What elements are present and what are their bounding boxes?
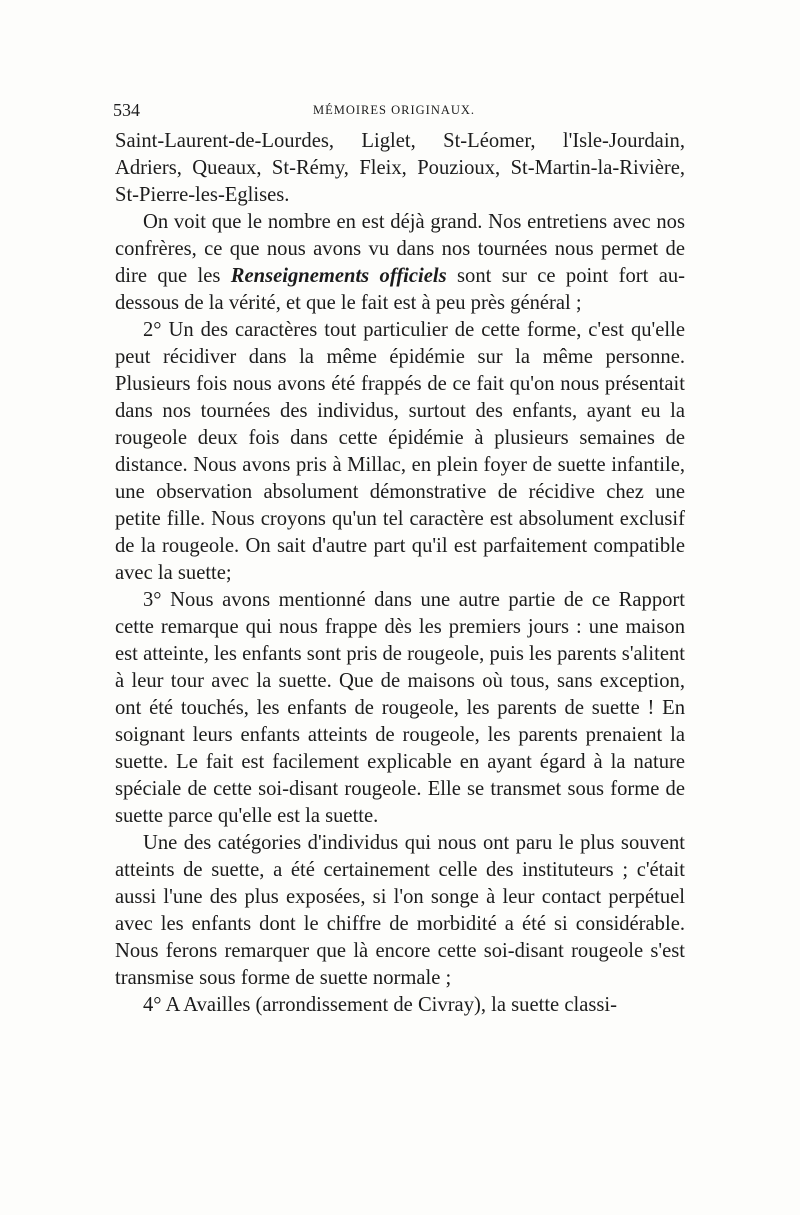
paragraph-point-4-availles: 4° A Availles (arrondissement de Civray), la suette classi- — [143, 994, 617, 1016]
paragraph-text-before: On voit que le nombre en est déjà grand. Nos entretiens avec nos confrères, ce que nous avons vu dans nos tournées nous permet de dire que les — [115, 211, 685, 287]
paragraph-teachers: Une des catégories d'individus qui nous ont paru le plus souvent atteints de suette, a été certainement celle des instituteurs ; c'était aussi l'une des plus exposées, si l'on songe à leur contact perpétuel avec les enfants dont le chiffre de morbidité a été si considérable. Nous ferons remarquer que là encore cette soi-disant rougeole s'est transmise sous forme de suette normale ; — [115, 832, 685, 989]
official-reports-italic: Renseignements officiels — [230, 265, 447, 287]
paragraph-point-3-transmission: 3° Nous avons mentionné dans une autre partie de ce Rapport cette remarque qui nous frappe dès les premiers jours : une maison est atteinte, les enfants sont pris de rougeole, puis les parents s'alitent à leur tour avec la suette. Que de maisons où tous, sans exception, ont été touchés, les enfants de rougeole, les parents de suette ! En soignant leurs enfants atteints de rougeole, les parents prenaient la suette. Le fait est facilement explicable en ayant égard à la nature spéciale de cette soi-disant rougeole. Elle se transmet sous forme de suette parce qu'elle est la suette. — [115, 589, 685, 827]
page-header — [113, 100, 693, 122]
paragraph-number-of-cases — [115, 209, 685, 317]
paragraph-commune-list: Saint-Laurent-de-Lourdes, Liglet, St-Léomer, l'Isle-Jourdain, Adriers, Queaux, St-Rémy, Fleix, Pouzioux, St-Martin-la-Rivière, St-Pierre-les-Eglises. — [115, 130, 685, 206]
running-head: MÉMOIRES ORIGINAUX. — [313, 103, 476, 117]
paragraph-text-after: sont sur ce point fort au-dessous de la vérité, et que le fait est à peu près général ; — [115, 265, 685, 314]
body-text — [115, 128, 685, 1019]
page-number: 534 — [113, 100, 140, 120]
paragraph-point-2-recurrence: 2° Un des caractères tout particulier de cette forme, c'est qu'elle peut récidiver dans la même épidémie sur la même personne. Plusieurs fois nous avons été frappés de ce fait qu'on nous présentait dans nos tournées des individus, surtout des enfants, ayant eu la rougeole deux fois dans cette épidémie à plusieurs semaines de distance. Nous avons pris à Millac, en plein foyer de suette infantile, une observation absolument démonstrative de récidive chez une petite fille. Nous croyons qu'un tel caractère est absolument exclusif de la rougeole. On sait d'autre part qu'il est parfaitement compatible avec la suette; — [115, 319, 685, 584]
